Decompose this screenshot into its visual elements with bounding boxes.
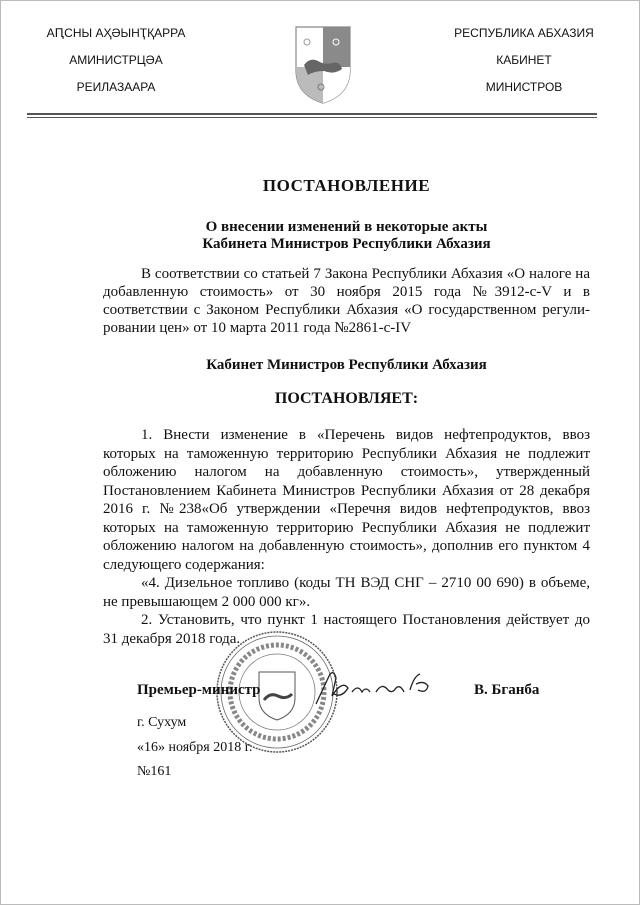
header-left-line: РЕИЛАЗААРА (76, 80, 156, 94)
item-2: 2. Установить, что пункт 1 настоящего Постановления действует до 31 декабря 2018 года. (103, 612, 590, 647)
signatory-name: В. Бганба (474, 682, 540, 698)
header-right (424, 20, 624, 101)
header-left-line: АМИНИСТРЦӘА (69, 53, 163, 67)
handwritten-signature-icon (312, 668, 437, 710)
header-divider (27, 117, 597, 118)
body-heading: Кабинет Министров Республики Абхазия (206, 357, 487, 373)
header-left (16, 20, 216, 101)
subtitle-line: Кабинета Министров Республики Абхазия (202, 236, 491, 252)
header-divider (27, 113, 597, 115)
header-left-line: АԤСНЫ АҲӘЫНҬҚАРРА (46, 26, 186, 40)
preamble: В соответствии со статьей 7 Закона Республики Абхазия «О налоге на добавленную стоимость» от 30 ноября 2015 года №3912-с-V и в соответствии с Законом Республики Абхазия «О государственном регулировании цен» от 10 марта 2011 года №2861-с-IV (103, 266, 590, 336)
header-right-line: КАБИНЕТ (496, 53, 552, 67)
emblem-icon (294, 25, 352, 105)
header-right-line: РЕСПУБЛИКА АБХАЗИЯ (454, 26, 594, 40)
signatory-position: Премьер-министр (137, 682, 261, 698)
item-1: 1. Внести изменение в «Перечень видов нефтепродуктов, ввоз которых на таможенную территорию Республики Абхазия не подлежит обложению налогом на добавленную стоимость», утвержденный Постановлением Кабинета Министров Республики Абхазия от 28 декабря 2016 г. №238«Об утверждении «Перечня видов нефтепродуктов, ввоз которых на таможенную территорию Республики Абхазия не подлежит обложению налогом на добавленную стоимость», дополнив его пунктом 4 следующего содержания: (103, 427, 590, 573)
item-1-addition: «4. Дизельное топливо (коды ТН ВЭД СНГ – 2710 00 690) в объеме, не превышающем 2 000 000 кг». (103, 575, 590, 610)
resolves-heading: ПОСТАНОВЛЯЕТ: (274, 390, 419, 407)
document-number: №161 (137, 764, 172, 779)
document-title: ПОСТАНОВЛЕНИЕ (262, 176, 431, 195)
header-right-line: МИНИСТРОВ (485, 80, 563, 94)
document-body (103, 176, 590, 648)
document-subtitle (103, 219, 590, 253)
document-date: «16» ноября 2018 г. (137, 740, 253, 755)
city: г. Сухум (137, 715, 187, 730)
subtitle-line: О внесении изменений в некоторые акты (205, 219, 488, 235)
